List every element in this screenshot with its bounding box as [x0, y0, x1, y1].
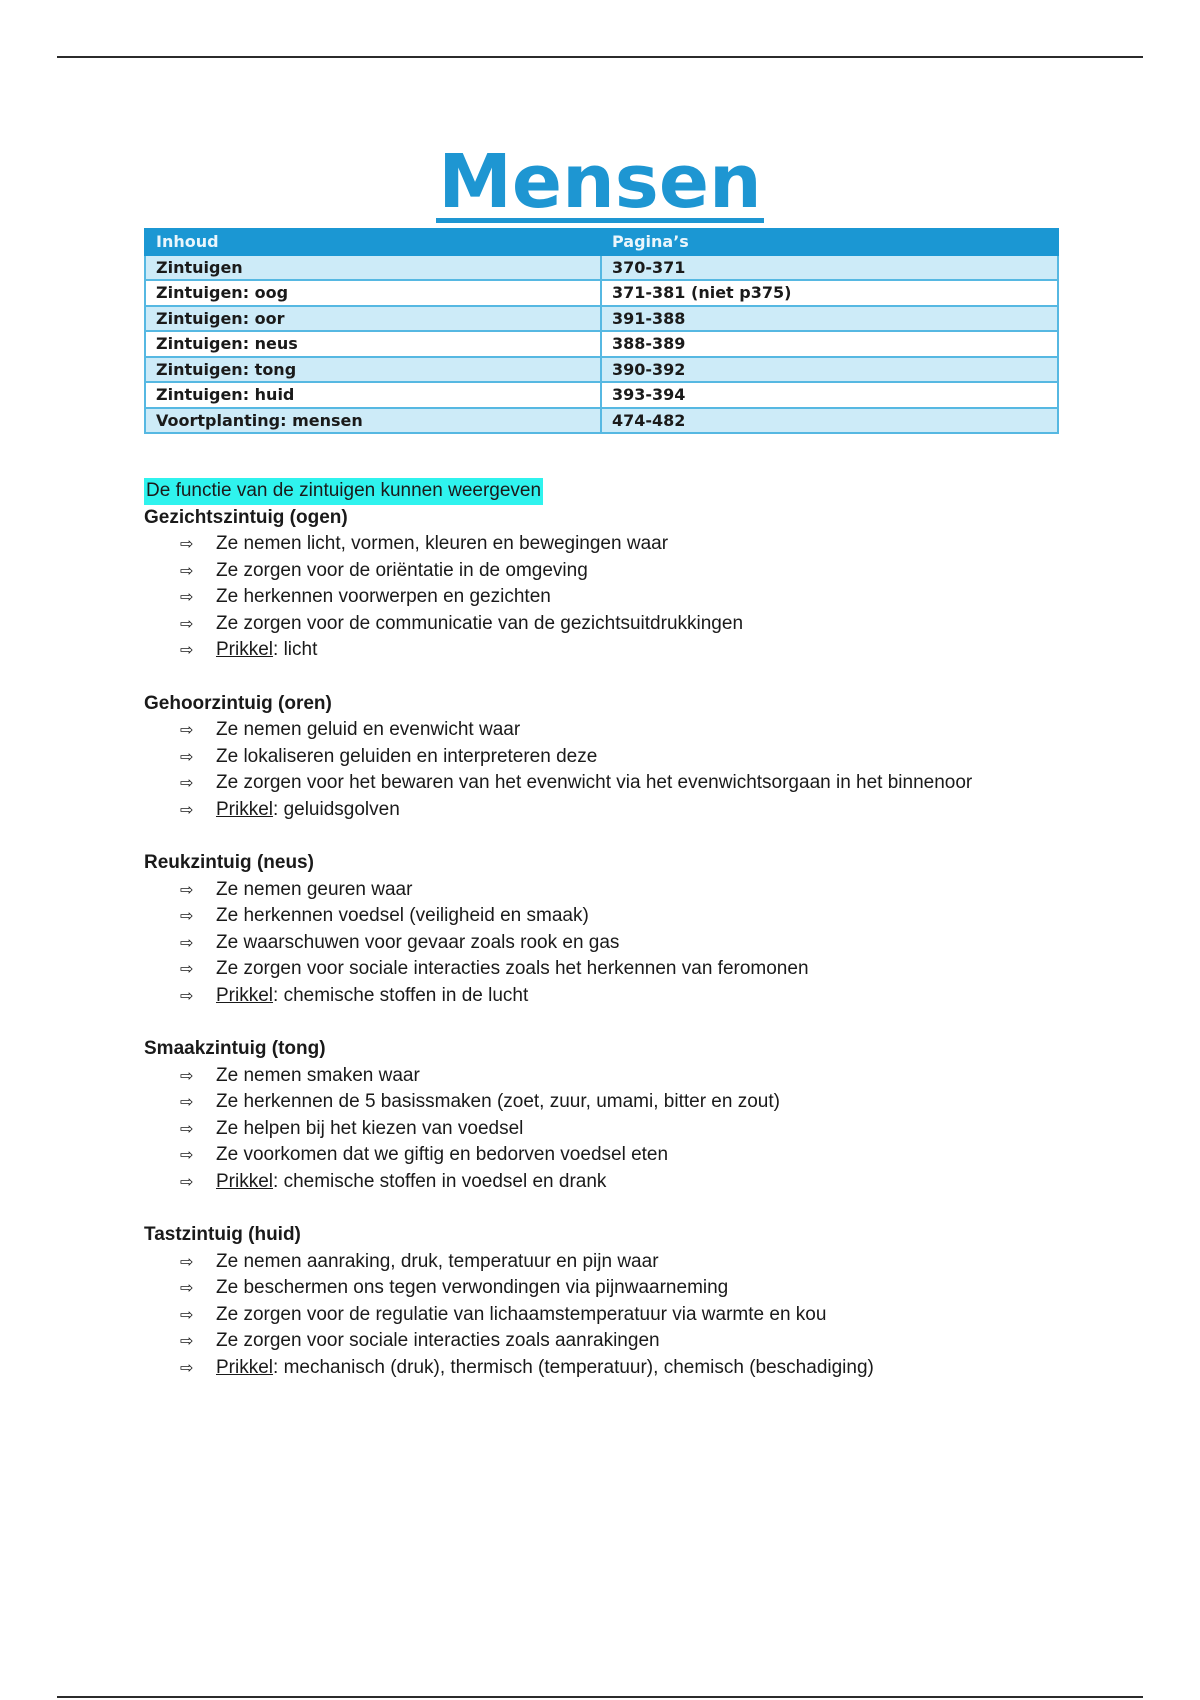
pages-cell: 370-371: [601, 255, 1058, 281]
list-item: ⇨ Ze nemen geuren waar: [144, 877, 1104, 904]
stimulus-item: ⇨ Prikkel: chemische stoffen in de lucht: [144, 983, 1104, 1010]
arrow-icon: ⇨: [180, 959, 194, 978]
sense-section: [144, 1036, 1104, 1195]
header-pages: Pagina’s: [601, 229, 1058, 255]
arrow-icon: ⇨: [180, 906, 194, 925]
section-title: Smaakzintuig (tong): [144, 1038, 326, 1059]
arrow-icon: ⇨: [180, 1145, 194, 1164]
bullet-list: [144, 1063, 1104, 1196]
pages-cell: 474-482: [601, 408, 1058, 434]
section-title: Tastzintuig (huid): [144, 1224, 301, 1245]
arrow-icon: ⇨: [180, 1304, 194, 1324]
stimulus-label: Prikkel: [216, 1356, 274, 1378]
list-item: ⇨ Ze nemen geluid en evenwicht waar: [144, 717, 1104, 744]
arrow-icon: ⇨: [180, 1278, 194, 1297]
pages-cell: 391-388: [601, 306, 1058, 332]
bullet-list: [144, 877, 1104, 1010]
stimulus-label: Prikkel: [216, 984, 274, 1006]
arrow-icon: ⇨: [180, 1171, 194, 1191]
list-item: ⇨ Ze beschermen ons tegen verwondingen via pijnwaarneming: [144, 1275, 1104, 1302]
arrow-icon: ⇨: [180, 720, 194, 739]
header-topic: Inhoud: [145, 229, 601, 255]
pages-cell: 390-392: [601, 357, 1058, 383]
arrow-icon: ⇨: [180, 1118, 194, 1138]
list-item: ⇨ Ze zorgen voor sociale interacties zoals het herkennen van feromonen: [144, 956, 1104, 983]
topic-cell: Zintuigen: neus: [145, 331, 601, 357]
learning-objective: De functie van de zintuigen kunnen weergeven: [144, 478, 1104, 505]
list-item: ⇨ Ze waarschuwen voor gevaar zoals rook en gas: [144, 930, 1104, 957]
arrow-icon: ⇨: [180, 746, 194, 766]
arrow-icon: ⇨: [180, 879, 194, 899]
table-row: [145, 382, 1058, 408]
bullet-list: [144, 717, 1104, 823]
list-item: ⇨ Ze helpen bij het kiezen van voedsel: [144, 1116, 1104, 1143]
stimulus-label: Prikkel: [216, 639, 274, 660]
list-item: ⇨ Ze nemen smaken waar: [144, 1063, 1104, 1090]
topic-cell: Zintuigen: tong: [145, 357, 601, 383]
sense-section: [144, 850, 1104, 1009]
arrow-icon: ⇨: [180, 1092, 194, 1111]
arrow-icon: ⇨: [180, 534, 194, 553]
section-title: Gezichtszintuig (ogen): [144, 506, 348, 528]
arrow-icon: ⇨: [180, 560, 194, 580]
stimulus-item: ⇨ Prikkel: licht: [144, 637, 1104, 664]
list-item: ⇨ Ze zorgen voor de oriëntatie in de omgeving: [144, 558, 1104, 585]
list-item: ⇨ Ze zorgen voor de communicatie van de gezichtsuitdrukkingen: [144, 611, 1104, 638]
topic-cell: Zintuigen: oog: [145, 280, 601, 306]
list-item: ⇨ Ze zorgen voor de regulatie van lichaamstemperatuur via warmte en kou: [144, 1302, 1104, 1329]
section-title: Reukzintuig (neus): [144, 852, 314, 873]
arrow-icon: ⇨: [180, 1331, 194, 1350]
topic-cell: Zintuigen: [145, 255, 601, 281]
footer-rule: [57, 1696, 1143, 1698]
list-item: ⇨ Ze zorgen voor het bewaren van het evenwicht via het evenwichtsorgaan in het binnenoor: [144, 770, 976, 797]
notes-content: [144, 478, 1104, 1408]
arrow-icon: ⇨: [180, 640, 194, 659]
list-item: ⇨ Ze herkennen de 5 basissmaken (zoet, zuur, umami, bitter en zout): [144, 1089, 1104, 1116]
arrow-icon: ⇨: [180, 587, 194, 606]
arrow-icon: ⇨: [180, 799, 194, 819]
stimulus-item: ⇨ Prikkel: mechanisch (druk), thermisch (temperatuur), chemisch (beschadiging): [144, 1355, 1104, 1382]
header-rule: [57, 56, 1143, 58]
pages-cell: 388-389: [601, 331, 1058, 357]
arrow-icon: ⇨: [180, 773, 194, 792]
stimulus-label: Prikkel: [216, 1170, 274, 1192]
table-row: [145, 280, 1058, 306]
arrow-icon: ⇨: [180, 1065, 194, 1085]
bullet-list: [144, 531, 1104, 664]
section-title: Gehoorzintuig (oren): [144, 692, 332, 714]
list-item: ⇨ Ze lokaliseren geluiden en interpreteren deze: [144, 744, 1104, 771]
topic-cell: Zintuigen: oor: [145, 306, 601, 332]
list-item: ⇨ Ze herkennen voorwerpen en gezichten: [144, 584, 1104, 611]
pages-cell: 371-381 (niet p375): [601, 280, 1058, 306]
sense-section: [144, 1222, 1104, 1381]
sense-section: [144, 691, 1104, 824]
arrow-icon: ⇨: [180, 1251, 194, 1271]
list-item: ⇨ Ze voorkomen dat we giftig en bedorven voedsel eten: [144, 1142, 1104, 1169]
stimulus-item: ⇨ Prikkel: geluidsgolven: [144, 797, 1104, 824]
table-row: [145, 255, 1058, 281]
pages-cell: 393-394: [601, 382, 1058, 408]
page-title: Mensen: [438, 139, 762, 225]
arrow-icon: ⇨: [180, 613, 194, 633]
arrow-icon: ⇨: [180, 932, 194, 952]
list-item: ⇨ Ze zorgen voor sociale interacties zoals aanrakingen: [144, 1328, 1104, 1355]
stimulus-item: ⇨ Prikkel: chemische stoffen in voedsel en drank: [144, 1169, 1104, 1196]
list-item: ⇨ Ze nemen licht, vormen, kleuren en bewegingen waar: [144, 531, 1104, 558]
sense-section: [144, 505, 1104, 664]
contents-table: [144, 228, 1059, 434]
stimulus-label: Prikkel: [216, 798, 274, 820]
list-item: ⇨ Ze herkennen voedsel (veiligheid en smaak): [144, 903, 1104, 930]
arrow-icon: ⇨: [180, 985, 194, 1005]
topic-cell: Zintuigen: huid: [145, 382, 601, 408]
table-row: [145, 357, 1058, 383]
table-row: [145, 331, 1058, 357]
list-item: ⇨ Ze nemen aanraking, druk, temperatuur en pijn waar: [144, 1249, 1104, 1276]
arrow-icon: ⇨: [180, 1357, 194, 1377]
table-row: [145, 306, 1058, 332]
table-header-row: [145, 229, 1058, 255]
bullet-list: [144, 1249, 1104, 1382]
table-row: [145, 408, 1058, 434]
topic-cell: Voortplanting: mensen: [145, 408, 601, 434]
